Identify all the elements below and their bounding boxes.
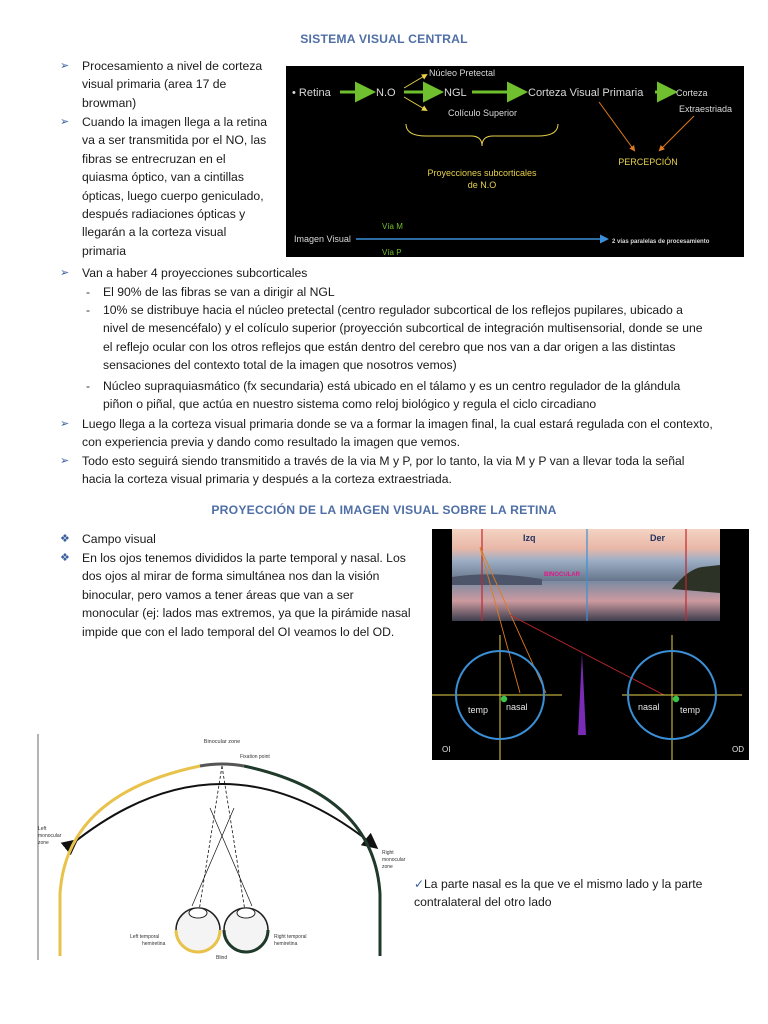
dash-line: sensaciones del contexto total de la imagen que nosotros vemos) [103, 358, 457, 373]
bullet-line: hacia la corteza visual primaria y después a la corteza extraestriada. [82, 472, 452, 487]
nasal-right-label: nasal [638, 702, 660, 712]
diamond-bullet-icon: ❖ [60, 552, 70, 564]
dash-item-10 [86, 301, 748, 375]
dash-line: 10% se distribuye hacia el núcleo pretectal (centro regulador subcortical de los reflejos pupilares, ubicado a [103, 303, 683, 317]
corteza-primaria-label: Corteza Visual Primaria [528, 87, 644, 99]
left-monocular-label-3: zone [38, 840, 49, 846]
oi-label: OI [442, 745, 451, 754]
bullet-line: monocular (ej: lados mas extremos, ya que la pirámide nasal [82, 606, 411, 621]
pathway-svg [286, 66, 744, 257]
bullet-line: fibras se entrecruzan en el [82, 151, 226, 166]
right-fovea-dot [673, 696, 679, 702]
binocular-label: BINOCULAR [544, 572, 580, 578]
dash-marker: - [86, 379, 91, 393]
bullet-line: En los ojos tenemos divididos la parte temporal y nasal. Los [82, 551, 406, 565]
note-line: contralateral del otro lado [414, 895, 552, 910]
bullet-campo-visual [60, 530, 412, 548]
bullet-line: ópticas, luego cuerpo geniculado, [82, 188, 264, 203]
left-hemiretina-label-1: Left temporal [130, 934, 160, 940]
izq-label: Izq [523, 533, 536, 543]
binocular-svg [432, 529, 749, 760]
section-title-proyeccion: PROYECCIÓN DE LA IMAGEN VISUAL SOBRE LA RETINA [211, 503, 557, 517]
dash-line: Núcleo supraquiasmático (fx secundaria) está ubicado en el tálamo y es un centro regulador de la glándula [103, 379, 681, 393]
note-parte-nasal [414, 875, 754, 912]
visual-pathway-diagram [286, 66, 744, 257]
dash-line: piñon o piñal, que actúa en nuestro sistema como reloj biológico y regula el ciclo circadiano [103, 397, 597, 412]
binocular-zone-svg [36, 734, 407, 960]
blind-label: Blind [216, 955, 228, 960]
corteza-label: Corteza [676, 88, 708, 98]
brace-proyecciones [406, 124, 558, 146]
der-label: Der [650, 533, 666, 543]
right-eye-lens [237, 908, 255, 918]
arrow-bullet-icon: ➢ [60, 60, 70, 72]
bullet-line: primaria [82, 243, 127, 258]
bullet-line: browman) [82, 95, 137, 110]
right-monocular-label-3: zone [382, 864, 393, 870]
note-line: La parte nasal es la que ve el mismo lado y la parte [424, 877, 703, 891]
bullet-proyecciones [60, 264, 682, 282]
bullet-line: dos ojos al mirar de forma simultánea nos dan la visión [82, 569, 380, 584]
bullet-line: binocular, pero vamos a tener áreas que van a ser [82, 587, 354, 602]
temp-right-label: temp [680, 705, 701, 715]
bullet-todo-esto [60, 452, 752, 489]
binocular-zone-label: Binocular zone [203, 739, 241, 745]
bullet-line: llegarán a la corteza visual [82, 225, 227, 240]
left-monocular-label-2: monocular [38, 833, 62, 839]
proyecciones-label-2: de N.O [467, 180, 497, 190]
bullet-cuando-imagen [60, 113, 282, 260]
checkmark-icon: ✓ [414, 877, 425, 891]
arrow-bullet-icon: ➢ [60, 418, 70, 430]
bullet-line: quiasma óptico, van a cintillas [82, 170, 244, 185]
ngl-label: NGL [444, 87, 467, 99]
arrow-no-pretectal [404, 75, 426, 88]
bullet-line: después radiaciones ópticas y [82, 207, 246, 222]
binocular-band [200, 764, 244, 766]
arrow-extra-percepcion [660, 116, 694, 150]
bullet-ojos-divididos [60, 549, 422, 641]
arrow-corteza-percepcion [599, 102, 634, 150]
dash-line: El 90% de las fibras se van a dirigir al NGL [103, 285, 335, 299]
extraestriada-label: Extraestriada [679, 104, 733, 114]
coliculo-label: Colículo Superior [448, 108, 518, 118]
fixation-point-label: Fixation point [240, 754, 270, 760]
dash-marker: - [86, 303, 91, 317]
right-hemiretina-label-1: Right temporal [274, 934, 307, 940]
binocular-zone-diagram [36, 734, 407, 960]
bullet-line: va a ser transmitida por el NO, las [82, 133, 267, 148]
bullet-line: Van a haber 4 proyecciones subcorticales [82, 266, 308, 280]
right-monocular-label-1: Right [382, 850, 394, 856]
retina-label: • Retina [292, 87, 331, 99]
projection-line-right [510, 615, 664, 695]
right-fixation-ray [222, 766, 248, 930]
left-hemiretina-label-2: hemiretina [142, 941, 166, 947]
diamond-bullet-icon: ❖ [60, 533, 70, 545]
nasal-pyramid [578, 653, 586, 735]
imagen-visual-label: Imagen Visual [294, 234, 351, 244]
bullet-line: Campo visual [82, 532, 156, 546]
pretectal-label: Núcleo Pretectal [429, 68, 496, 78]
dash-line: el reflejo ocular con los otros reflejos que están dentro del cerebro que nos van a dar origen a las distintas [103, 339, 676, 354]
bullet-line: con experiencia previa y dando como resultado la imagen que vemos. [82, 435, 461, 450]
bullet-line: visual primaria (area 17 de [82, 77, 227, 92]
via-m-label: Vía M [382, 222, 403, 231]
left-monocular-label-1: Left [38, 826, 47, 832]
bullet-line: impide que con el lado temporal del OI veamos lo del OD. [82, 624, 395, 639]
left-eye-lens [189, 908, 207, 918]
dash-item-90 [86, 283, 743, 301]
od-label: OD [732, 745, 744, 754]
arrow-bullet-icon: ➢ [60, 116, 70, 128]
paralelas-label: 2 vías paralelas de procesamiento [612, 239, 710, 245]
bullet-line: Todo esto seguirá siendo transmitido a través de la via M y P, por lo tanto, la via M y P van a llevar toda la señal [82, 454, 685, 468]
dash-item-supraquiasmatico [86, 377, 748, 414]
bullet-line: Luego llega a la corteza visual primaria donde se va a formar la imagen final, la cual estará regulada con el contexto, [82, 417, 713, 431]
no-label: N.O [376, 87, 396, 99]
arrow-bullet-icon: ➢ [60, 455, 70, 467]
arrow-no-coliculo [404, 97, 426, 110]
proyecciones-label-1: Proyecciones subcorticales [427, 168, 537, 178]
percepcion-label: PERCEPCIÓN [618, 157, 678, 167]
outer-field-arc [72, 784, 372, 844]
left-fixation-ray [196, 766, 222, 930]
right-monocular-label-2: monocular [382, 857, 406, 863]
bullet-line: Cuando la imagen llega a la retina [82, 115, 267, 129]
via-p-label: Vía P [382, 248, 402, 257]
arrow-bullet-icon: ➢ [60, 267, 70, 279]
nasal-left-label: nasal [506, 702, 528, 712]
binocular-field-diagram [432, 529, 749, 760]
dash-marker: - [86, 285, 91, 299]
bullet-procesamiento [60, 57, 282, 112]
right-hemiretina-label-2: hemiretina [274, 941, 298, 947]
temp-left-label: temp [468, 705, 489, 715]
bullet-line: Procesamiento a nivel de corteza [82, 59, 263, 73]
dash-line: nivel de mesencéfalo) y el colículo superior (proyección subcortical de integración multisensorial, donde se une [103, 321, 703, 336]
section-title-sistema-visual: SISTEMA VISUAL CENTRAL [300, 32, 468, 46]
bullet-luego-llega [60, 415, 752, 452]
